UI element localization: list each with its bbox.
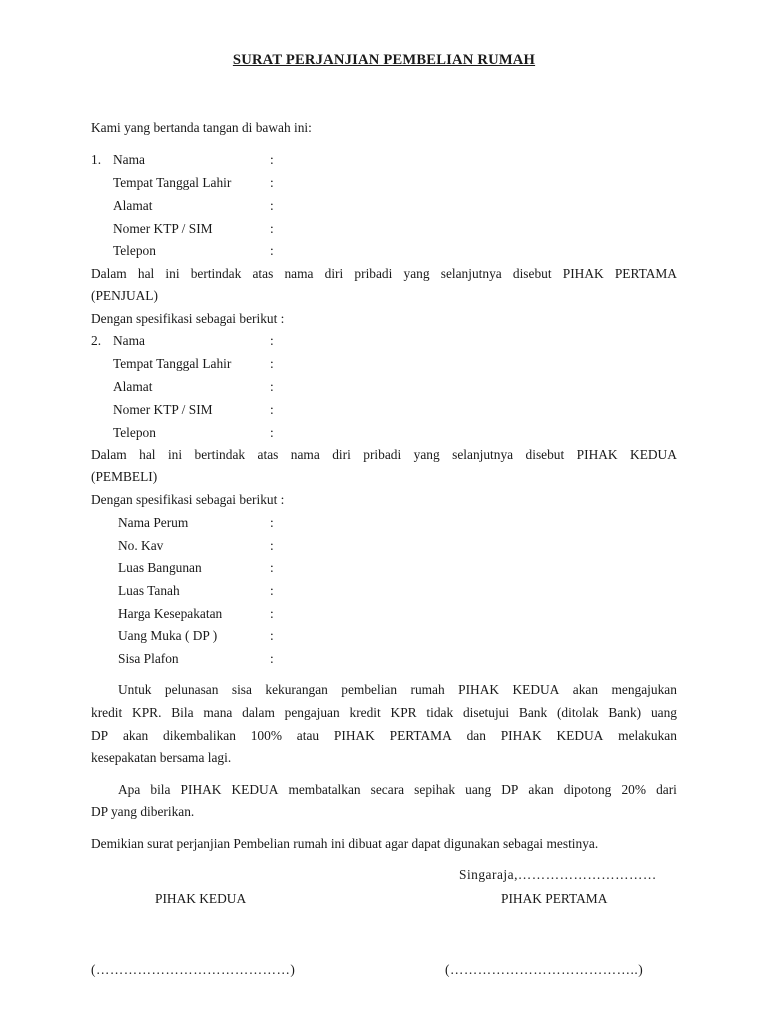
party2-field-ttl — [0, 356, 768, 374]
party2-spec-text: Dengan spesifikasi sebagai berikut : — [91, 492, 285, 507]
field-colon: : — [270, 333, 274, 348]
property-field-sisa-plafon — [0, 651, 768, 669]
field-colon: : — [270, 198, 274, 213]
paragraph1-line3: DP akan dikembalikan 100% atau PIHAK PERTAMA dan PIHAK KEDUA melakukan — [91, 728, 677, 743]
party2-role-line1: Dalam hal ini bertindak atas nama diri pribadi yang selanjutnya disebut PIHAK KEDUA — [91, 447, 677, 462]
intro-text: Kami yang bertanda tangan di bawah ini: — [91, 120, 312, 135]
field-label: Nama Perum — [118, 515, 189, 530]
field-colon: : — [270, 175, 274, 190]
field-label: Luas Bangunan — [118, 560, 202, 575]
field-label: Telepon — [113, 425, 156, 440]
field-label: Sisa Plafon — [118, 651, 179, 666]
party2-field-ktp — [0, 402, 768, 420]
field-label: Nomer KTP / SIM — [113, 221, 213, 236]
field-colon: : — [270, 243, 274, 258]
place-date: Singaraja,………………………… — [459, 867, 657, 882]
property-field-harga — [0, 606, 768, 624]
signature-blank-right: (…………………………………..) — [445, 962, 644, 977]
property-field-luas-bangunan — [0, 560, 768, 578]
signature-blank-left: (……………………………………) — [91, 962, 296, 977]
field-colon: : — [270, 152, 274, 167]
field-colon: : — [270, 356, 274, 371]
field-colon: : — [270, 583, 274, 598]
field-label: Telepon — [113, 243, 156, 258]
party1-number: 1. — [91, 152, 102, 167]
field-colon: : — [270, 402, 274, 417]
field-colon: : — [270, 425, 274, 440]
party1-role-line2: (PENJUAL) — [91, 288, 158, 303]
party1-role-line1: Dalam hal ini bertindak atas nama diri pribadi yang selanjutnya disebut PIHAK PERTAMA — [91, 266, 677, 281]
signature-label-left: PIHAK KEDUA — [155, 891, 247, 906]
field-colon: : — [270, 515, 274, 530]
party1-field-alamat — [0, 198, 768, 216]
field-label: Alamat — [113, 379, 153, 394]
field-label: Luas Tanah — [118, 583, 180, 598]
field-label: Nama — [113, 333, 145, 348]
field-label: Tempat Tanggal Lahir — [113, 356, 232, 371]
field-label: No. Kav — [118, 538, 164, 553]
party1-spec-text: Dengan spesifikasi sebagai berikut : — [91, 311, 285, 326]
field-colon: : — [270, 651, 274, 666]
party1-field-telepon — [0, 243, 768, 261]
field-colon: : — [270, 606, 274, 621]
field-colon: : — [270, 560, 274, 575]
document-title: SURAT PERJANJIAN PEMBELIAN RUMAH — [232, 52, 536, 68]
field-label: Uang Muka ( DP ) — [118, 628, 218, 643]
property-field-no-kav — [0, 538, 768, 556]
field-label: Tempat Tanggal Lahir — [113, 175, 232, 190]
property-field-uang-muka — [0, 628, 768, 646]
paragraph2-line2: DP yang diberikan. — [91, 804, 195, 819]
paragraph1-line1: Untuk pelunasan sisa kekurangan pembelian rumah PIHAK KEDUA akan mengajukan — [118, 682, 677, 697]
field-colon: : — [270, 538, 274, 553]
field-label: Nomer KTP / SIM — [113, 402, 213, 417]
party2-number: 2. — [91, 333, 102, 348]
signature-label-right: PIHAK PERTAMA — [501, 891, 608, 906]
field-colon: : — [270, 628, 274, 643]
paragraph1-line4: kesepakatan bersama lagi. — [91, 750, 232, 765]
property-field-luas-tanah — [0, 583, 768, 601]
party2-field-alamat — [0, 379, 768, 397]
party1-field-nama — [0, 152, 768, 170]
party2-field-telepon — [0, 425, 768, 443]
field-colon: : — [270, 379, 274, 394]
party1-field-ttl — [0, 175, 768, 193]
party2-field-nama — [0, 333, 768, 351]
field-label: Harga Kesepakatan — [118, 606, 223, 621]
field-colon: : — [270, 221, 274, 236]
property-field-nama-perum — [0, 515, 768, 533]
paragraph2-line1: Apa bila PIHAK KEDUA membatalkan secara sepihak uang DP akan dipotong 20% dari — [118, 782, 677, 797]
closing-text: Demikian surat perjanjian Pembelian rumah ini dibuat agar dapat digunakan sebagai mestinya. — [91, 836, 599, 851]
party1-field-ktp — [0, 221, 768, 239]
party2-role-line2: (PEMBELI) — [91, 469, 158, 484]
paragraph1-line2: kredit KPR. Bila mana dalam pengajuan kredit KPR tidak disetujui Bank (ditolak Bank) uang — [91, 705, 677, 720]
field-label: Nama — [113, 152, 145, 167]
field-label: Alamat — [113, 198, 153, 213]
